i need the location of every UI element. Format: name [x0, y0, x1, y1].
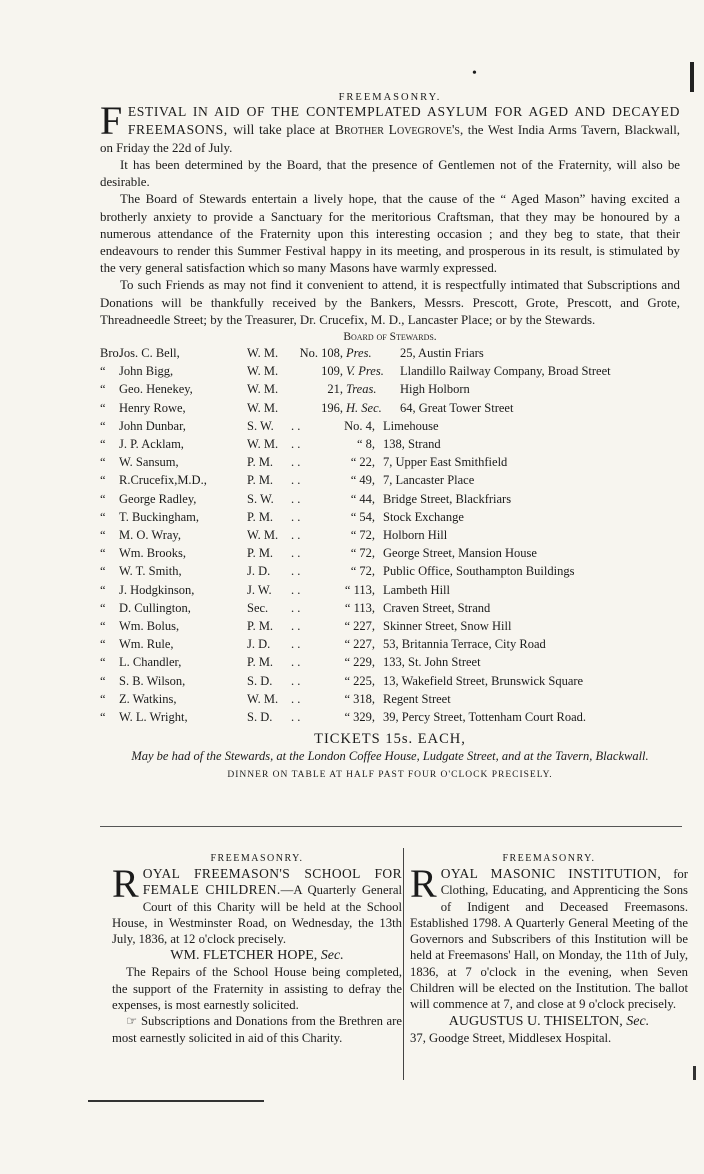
steward-dots: . .: [291, 418, 301, 433]
steward-dots: . .: [291, 528, 301, 543]
steward-address: 7, Lancaster Place: [383, 473, 475, 488]
right-drop-cap: R: [410, 861, 437, 906]
steward-address: Llandillo Railway Company, Broad Street: [400, 364, 611, 379]
steward-address: 25, Austin Friars: [400, 346, 484, 361]
steward-office: Pres.: [346, 346, 372, 361]
paragraph-board-hope: The Board of Stewards entertain a lively hope, that the cause of the “ Aged Mason” having excited a brotherly anxiety to provide a Sanctuary for the meritorious Craftsman, that they may be honoured by a numerous attendance of the Fraternity upon this interesting occasion ; and they beg to state, that their endeavours to render this Summer Festival happy in its meeting, and prosperous in its result, is stimulated by the very general satisfaction which so many Masons have warmly expressed.: [100, 192, 680, 276]
steward-rank: S. D.: [247, 710, 273, 725]
steward-lodge-number: “ 227,: [344, 637, 375, 652]
steward-rank: P. M.: [247, 655, 274, 670]
steward-name: M. O. Wray,: [119, 528, 181, 543]
steward-lodge-number: “ 229,: [344, 655, 375, 670]
section-heading: FREEMASONRY.: [338, 92, 442, 103]
steward-lodge-number: “ 49,: [350, 473, 375, 488]
steward-mark: “: [100, 437, 106, 452]
pointing-hand-icon: ☞: [126, 1014, 138, 1029]
steward-rank: P. M.: [247, 473, 274, 488]
drop-cap: F: [100, 98, 123, 143]
steward-address: Holborn Hill: [383, 528, 448, 543]
steward-lodge-number: “ 44,: [350, 491, 375, 506]
steward-rank: Sec.: [247, 600, 269, 615]
steward-rank: W. M.: [247, 382, 279, 397]
steward-mark: “: [100, 673, 106, 688]
stewards-list: [100, 344, 680, 726]
steward-rank: P. M.: [247, 455, 274, 470]
steward-name: L. Chandler,: [119, 655, 182, 670]
steward-lodge-number: “ 54,: [350, 509, 375, 524]
steward-address: 53, Britannia Terrace, City Road: [383, 637, 546, 652]
steward-mark: “: [100, 655, 106, 670]
steward-dots: . .: [291, 564, 301, 579]
steward-name: Wm. Rule,: [119, 637, 174, 652]
steward-row: [100, 562, 680, 580]
right-body: for Clothing, Educating, and Apprenticing the Sons of Indigent and Deceased Freemasons. Established 1798. A Quarterly General Meeting of the Governors and Subscribers of this Institution will be held at Freemasons' Hall, on Monday, the 11th of July, 1836, at 7 o'clock in the evening, when Seven Children will be elected on the Institution. The ballot will commence at 7, and close at 9 o'clock precisely.: [410, 867, 688, 1012]
steward-mark: Bro.: [100, 346, 122, 361]
steward-dots: . .: [291, 473, 301, 488]
steward-dots: . .: [291, 673, 301, 688]
steward-lodge-number: “ 225,: [344, 673, 375, 688]
steward-lodge-number: “ 318,: [344, 691, 375, 706]
tickets-note: May be had of the Stewards, at the London Coffee House, Ludgate Street, and at the Tavern, Blackwall.: [131, 749, 649, 764]
left-signature-title: Sec.: [320, 948, 344, 964]
steward-name: T. Buckingham,: [119, 509, 199, 524]
paragraph-subscriptions: To such Friends as may not find it convenient to attend, it is respectfully intimated that Subscriptions and Donations will be thankfully received by the Bankers, Messrs. Prescott, Grote, Prescott, and Grote, Threadneedle Street; by the Treasurer, Dr. Crucefix, M. D., Lancaster Place; or by the Stewards.: [100, 278, 680, 327]
steward-dots: . .: [291, 546, 301, 561]
steward-name: Wm. Bolus,: [119, 619, 180, 634]
steward-address: Regent Street: [383, 691, 451, 706]
steward-mark: “: [100, 582, 106, 597]
paragraph-gentlemen: It has been determined by the Board, that the presence of Gentlemen not of the Fraternity, will also be desirable.: [100, 158, 680, 190]
steward-lodge-number: “ 329,: [344, 710, 375, 725]
steward-address: 133, St. John Street: [383, 655, 481, 670]
steward-row: [100, 399, 680, 417]
steward-row: [100, 362, 680, 380]
right-signature-title: Sec.: [626, 1013, 650, 1029]
column-divider: [403, 848, 404, 1080]
steward-mark: “: [100, 619, 106, 634]
steward-lodge-number: 196,: [321, 400, 343, 415]
venue-text: , the West India Arms Tavern, Blackwall, on Friday the 22d of July.: [100, 123, 680, 155]
steward-office: H. Sec.: [346, 400, 382, 415]
steward-dots: . .: [291, 437, 301, 452]
masonic-institution-notice: [410, 853, 688, 1046]
steward-name: John Bigg,: [119, 364, 174, 379]
steward-name: George Radley,: [119, 491, 197, 506]
left-subscriptions: Subscriptions and Donations from the Brethren are most earnestly solicited in aid of this Charity.: [112, 1014, 402, 1045]
steward-mark: “: [100, 473, 106, 488]
steward-lodge-number: “ 72,: [350, 528, 375, 543]
steward-lodge-number: 21,: [327, 382, 343, 397]
steward-name: J. P. Acklam,: [119, 437, 184, 452]
steward-address: 13, Wakefield Street, Brunswick Square: [383, 673, 584, 688]
steward-rank: P. M.: [247, 619, 274, 634]
steward-name: W. Sansum,: [119, 455, 179, 470]
steward-office: Treas.: [346, 382, 377, 397]
steward-name: S. B. Wilson,: [119, 673, 186, 688]
steward-row: [100, 635, 680, 653]
steward-name: Henry Rowe,: [119, 400, 186, 415]
right-address: 37, Goodge Street, Middlesex Hospital.: [410, 1030, 612, 1045]
steward-row: [100, 617, 680, 635]
steward-row: [100, 490, 680, 508]
left-title: OYAL FREEMASON'S SCHOOL FOR FEMALE CHILDREN.: [142, 866, 402, 898]
right-title: OYAL MASONIC INSTITUTION,: [440, 866, 662, 881]
steward-lodge-number: “ 22,: [350, 455, 375, 470]
steward-name: J. Hodgkinson,: [119, 582, 195, 597]
steward-mark: “: [100, 491, 106, 506]
steward-address: George Street, Mansion House: [383, 546, 537, 561]
steward-rank: W. M.: [247, 528, 279, 543]
steward-lodge-number: “ 72,: [350, 546, 375, 561]
steward-rank: W. M.: [247, 400, 279, 415]
steward-rank: W. M.: [247, 346, 279, 361]
steward-address: Lambeth Hill: [383, 582, 450, 597]
steward-address: 39, Percy Street, Tottenham Court Road.: [383, 710, 587, 725]
steward-rank: J. W.: [247, 582, 272, 597]
steward-row: [100, 544, 680, 562]
festival-notice: [100, 92, 680, 780]
steward-mark: “: [100, 455, 106, 470]
steward-mark: “: [100, 600, 106, 615]
steward-row: [100, 344, 680, 362]
stray-dot: •: [472, 66, 477, 81]
bottom-rule: [88, 1100, 264, 1102]
steward-mark: “: [100, 691, 106, 706]
steward-mark: “: [100, 509, 106, 524]
left-signature-line: [112, 948, 402, 964]
steward-rank: J. D.: [247, 564, 271, 579]
festival-headline: [100, 98, 680, 157]
steward-row: [100, 471, 680, 489]
steward-dots: . .: [291, 509, 301, 524]
steward-dots: . .: [291, 619, 301, 634]
tickets-price: TICKETS 15s. EACH,: [314, 731, 466, 748]
steward-mark: “: [100, 418, 106, 433]
steward-lodge-number: “ 227,: [344, 619, 375, 634]
steward-name: Z. Watkins,: [119, 691, 177, 706]
steward-lodge-number: 109,: [321, 364, 343, 379]
steward-office: V. Pres.: [346, 364, 384, 379]
female-school-notice: [112, 853, 402, 1046]
steward-lodge-number: “ 113,: [344, 600, 375, 615]
steward-address: Skinner Street, Snow Hill: [383, 619, 512, 634]
steward-lodge-number: “ 72,: [350, 564, 375, 579]
section-rule: [100, 826, 682, 827]
steward-mark: “: [100, 528, 106, 543]
board-title: Board of Stewards.: [343, 331, 437, 344]
steward-address: 138, Strand: [383, 437, 441, 452]
steward-row: [100, 453, 680, 471]
steward-name: W. T. Smith,: [119, 564, 182, 579]
steward-dots: . .: [291, 455, 301, 470]
steward-mark: “: [100, 400, 106, 415]
steward-dots: . .: [291, 600, 301, 615]
steward-mark: “: [100, 546, 106, 561]
steward-mark: “: [100, 364, 106, 379]
steward-rank: S. W.: [247, 418, 274, 433]
steward-address: Stock Exchange: [383, 509, 464, 524]
steward-dots: . .: [291, 637, 301, 652]
dinner-time: DINNER ON TABLE AT HALF PAST FOUR O'CLOCK PRECISELY.: [227, 770, 553, 781]
host-name: Brother Lovegrove's: [334, 122, 460, 137]
steward-name: W. L. Wright,: [119, 710, 188, 725]
left-section-heading: FREEMASONRY.: [210, 853, 304, 864]
steward-row: [100, 435, 680, 453]
left-subscriptions-line: [112, 1013, 402, 1046]
steward-rank: P. M.: [247, 546, 274, 561]
steward-row: [100, 581, 680, 599]
steward-rank: J. D.: [247, 637, 271, 652]
headline-rest: will take place at: [233, 122, 330, 137]
steward-dots: . .: [291, 491, 301, 506]
steward-row: [100, 599, 680, 617]
steward-address: Bridge Street, Blackfriars: [383, 491, 512, 506]
steward-address: High Holborn: [400, 382, 470, 397]
steward-address: 64, Great Tower Street: [400, 400, 514, 415]
steward-dots: . .: [291, 691, 301, 706]
steward-row: [100, 417, 680, 435]
steward-dots: . .: [291, 655, 301, 670]
steward-rank: P. M.: [247, 509, 274, 524]
left-body: —A Quarterly General Court of this Charity will be held at the School House, in Westminster Road, on Wednesday, the 13th July, 1836, at 12 o'clock precisely.: [112, 883, 402, 947]
steward-row: [100, 672, 680, 690]
steward-address: Craven Street, Strand: [383, 600, 491, 615]
steward-name: R.Crucefix,M.D.,: [119, 473, 207, 488]
steward-mark: “: [100, 710, 106, 725]
steward-name: Geo. Henekey,: [119, 382, 193, 397]
steward-lodge-number: “ 8,: [356, 437, 375, 452]
steward-rank: W. M.: [247, 437, 279, 452]
steward-rank: S. W.: [247, 491, 274, 506]
steward-dots: . .: [291, 582, 301, 597]
steward-name: Wm. Brooks,: [119, 546, 187, 561]
steward-rank: S. D.: [247, 673, 273, 688]
steward-mark: “: [100, 564, 106, 579]
left-drop-cap: R: [112, 861, 139, 906]
steward-address: 7, Upper East Smithfield: [383, 455, 508, 470]
steward-lodge-number: “ 113,: [344, 582, 375, 597]
steward-row: [100, 690, 680, 708]
steward-row: [100, 526, 680, 544]
steward-address: Limehouse: [383, 418, 439, 433]
right-signature: AUGUSTUS U. THISELTON,: [448, 1013, 623, 1029]
steward-row: [100, 380, 680, 398]
left-signature: WM. FLETCHER HOPE,: [170, 948, 318, 964]
steward-mark: “: [100, 382, 106, 397]
steward-name: John Dunbar,: [119, 418, 186, 433]
steward-row: [100, 508, 680, 526]
steward-address: Public Office, Southampton Buildings: [383, 564, 575, 579]
steward-name: D. Cullington,: [119, 600, 191, 615]
headline-text: ESTIVAL IN AID OF THE CONTEMPLATED ASYLUM FOR AGED AND DECAYED FREEMASONS,: [127, 104, 680, 137]
steward-lodge-number: No. 108,: [299, 346, 343, 361]
steward-rank: W. M.: [247, 691, 279, 706]
steward-rank: W. M.: [247, 364, 279, 379]
right-signature-line: [410, 1014, 688, 1030]
steward-lodge-number: No. 4,: [344, 418, 375, 433]
steward-row: [100, 653, 680, 671]
steward-name: Jos. C. Bell,: [119, 346, 180, 361]
steward-mark: “: [100, 637, 106, 652]
steward-dots: . .: [291, 710, 301, 725]
margin-tick: [693, 1066, 696, 1080]
margin-bar: [690, 62, 694, 92]
right-section-heading: FREEMASONRY.: [502, 853, 596, 864]
steward-row: [100, 708, 680, 726]
left-repairs: The Repairs of the School House being completed, the support of the Fraternity in assisting to defray the expenses, is most earnestly solicited.: [112, 965, 402, 1013]
